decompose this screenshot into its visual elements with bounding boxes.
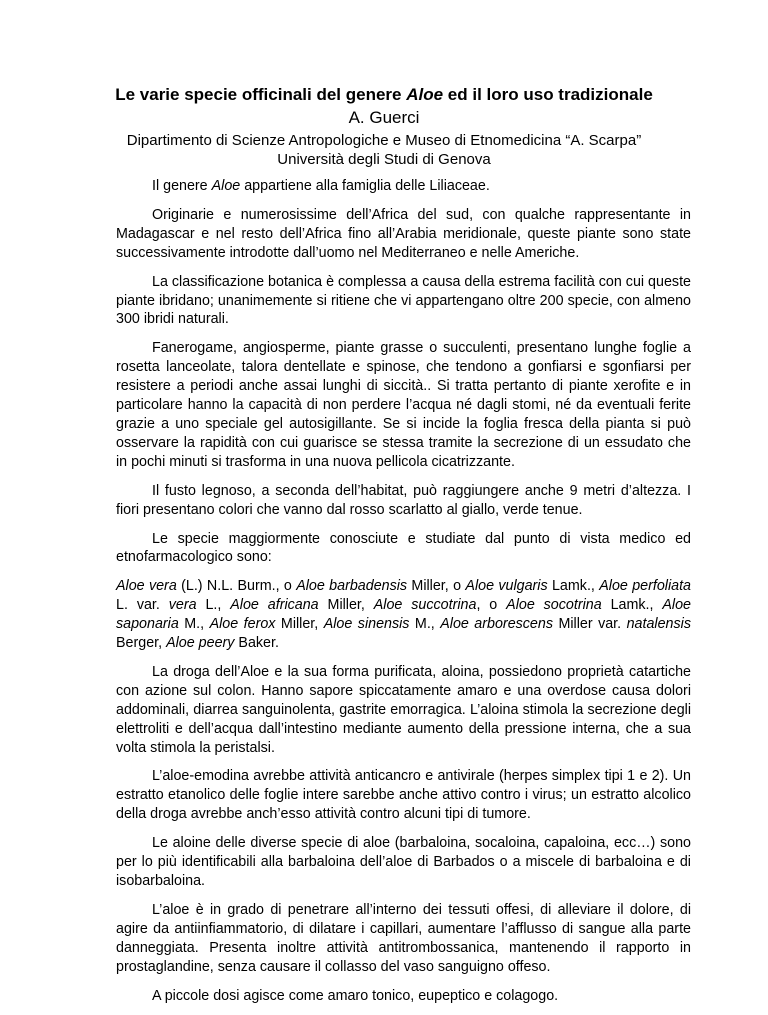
text-run: Originarie e numerosissime dell’Africa del sud, con qualche rappresentante in Madagascar e nel resto dell’Africa fino all’Arabia meridionale, queste piante sono state successivamente introdotte dall’uomo nel Mediterraneo e nelle Americhe.	[116, 206, 691, 261]
text-run: L’aloe-emodina avrebbe attività anticancro e antivirale (herpes simplex tipi 1 e 2). Un estratto etanolico delle foglie intere sarebbe anche attivo contro i virus; un estratto alcolico della droga avrebbe anch’esso attività contro alcuni tipi di tumore.	[116, 768, 691, 823]
title-text-after: ed il loro uso tradizionale	[443, 85, 653, 104]
document-body	[116, 177, 691, 1015]
italic-species-name: Aloe peery	[166, 635, 235, 652]
text-run: Baker.	[234, 635, 279, 652]
author-affiliation	[0, 131, 768, 169]
text-run: Berger,	[116, 635, 167, 652]
body-paragraph	[116, 901, 691, 977]
italic-species-name: Aloe arborescens	[440, 616, 553, 633]
title-text-before: Le varie specie officinali del genere	[115, 85, 407, 104]
text-run: Fanerogame, angiosperme, piante grasse o succulenti, presentano lunghe foglie a rosetta lanceolate, talora dentellate e spinose, che tendono a gonfiarsi e sgonfiarsi per resistere a periodi anche assai lunghi di siccità.. Si tratta pertanto di piante xerofite e in particolare hanno la capacità di non perdere l’acqua né dagli stomi, né da eventuali ferite grazie a uno speciale gel autosigillante. Se si incide la foglia fresca della pianta si può osservare la rapidità con cui guarisce se stessa tramite la secrezione di un essudato che in pochi minuti si trasforma in una nuova pellicola cicatrizzante.	[116, 340, 691, 470]
text-run: La droga dell’Aloe e la sua forma purificata, aloina, possiedono proprietà catartiche con azione sul colon. Hanno sapore spiccatamente amaro e una overdose causa dolori addominali, diarrea sanguinolenta, gastrite emorragica. L’aloina stimola la secrezione degli elettroliti e dell’acqua dall’intestino mediante aumento della pressione interna, che a sua volta stimola la peristalsi.	[116, 663, 691, 756]
text-run: Il genere	[152, 178, 212, 194]
body-paragraph	[116, 482, 691, 520]
text-run: Il fusto legnoso, a seconda dell’habitat, può raggiungere anche 9 metri d’altezza. I fiori presentano colori che vanno dal rosso scarlatto al giallo, verde tenue.	[116, 482, 691, 518]
author-name: A. Guerci	[348, 108, 420, 127]
text-run: Miller,	[275, 616, 324, 633]
body-paragraph	[116, 987, 691, 1006]
text-run: appartiene alla famiglia delle Liliaceae.	[240, 178, 490, 194]
body-paragraph	[116, 530, 691, 568]
text-run: Le specie maggiormente conosciute e studiate dal punto di vista medico ed etnofarmacologico sono:	[116, 530, 691, 566]
italic-species-name: Aloe barbadensis	[296, 578, 408, 595]
affiliation-university: Università degli Studi di Genova	[277, 151, 491, 168]
text-run: (L.) N.L. Burm., o	[176, 578, 297, 595]
italic-species-name: Aloe vulgaris	[465, 578, 548, 595]
text-run: La classificazione botanica è complessa a causa della estrema facilità con cui queste piante ibridano; unanimemente si ritiene che vi appartengano oltre 200 specie, con almeno 300 ibridi naturali.	[116, 273, 691, 328]
text-run: Le aloine delle diverse specie di aloe (barbaloina, socaloina, capaloina, ecc…) sono per lo più identificabili alla barbaloina dell’aloe di Barbados o a miscele di barbaloina e di isobarbaloina.	[116, 835, 691, 889]
body-paragraph	[116, 663, 691, 758]
affiliation-department: Dipartimento di Scienze Antropologiche e Museo di Etnomedicina “A. Scarpa”	[126, 132, 642, 149]
text-run: M.,	[409, 616, 441, 633]
text-run: L’aloe è in grado di penetrare all’interno dei tessuti offesi, di alleviare il dolore, di agire da antiinfiammatorio, di dilatare i capillari, aumentare l’afflusso di sangue alla parte danneggiata. Presenta inoltre attività antitrombossanica, mantenendo il rapporto in prostaglandine, senza causare il collasso del vaso sanguigno offeso.	[116, 901, 691, 975]
text-run: Miller,	[318, 597, 374, 614]
italic-species-name: Aloe	[211, 178, 241, 194]
body-paragraph	[116, 767, 691, 824]
text-run: L.,	[196, 597, 231, 614]
italic-species-name: Aloe succotrina	[373, 597, 477, 614]
italic-species-name: Aloe ferox	[209, 616, 276, 633]
text-run: Miller var.	[553, 616, 627, 633]
text-run: , o	[476, 597, 507, 614]
text-run: Lamk.,	[601, 597, 663, 614]
body-paragraph	[116, 177, 691, 196]
title-genus-italic: Aloe	[406, 85, 444, 104]
italic-species-name: Aloe perfoliata	[599, 578, 692, 595]
body-paragraph	[116, 577, 691, 653]
body-paragraph	[116, 834, 691, 891]
text-run: M.,	[178, 616, 210, 633]
italic-species-name: Aloe vera	[116, 578, 177, 595]
italic-species-name: Aloe socotrina	[506, 597, 602, 614]
text-run: Miller, o	[407, 578, 466, 595]
italic-species-name: Aloe sinensis	[323, 616, 410, 633]
body-paragraph	[116, 206, 691, 263]
body-paragraph	[116, 339, 691, 471]
italic-species-name: vera	[168, 597, 197, 614]
italic-species-name: Aloe africana	[230, 597, 319, 614]
body-paragraph	[116, 273, 691, 330]
document-title	[0, 84, 768, 106]
italic-species-name: natalensis	[626, 616, 691, 633]
italic-species-name: Aloe saponaria	[116, 597, 692, 633]
text-run: L. var.	[116, 597, 169, 614]
text-run: Lamk.,	[547, 578, 600, 595]
text-run: A piccole dosi agisce come amaro tonico, eupeptico e colagogo.	[152, 987, 559, 1004]
